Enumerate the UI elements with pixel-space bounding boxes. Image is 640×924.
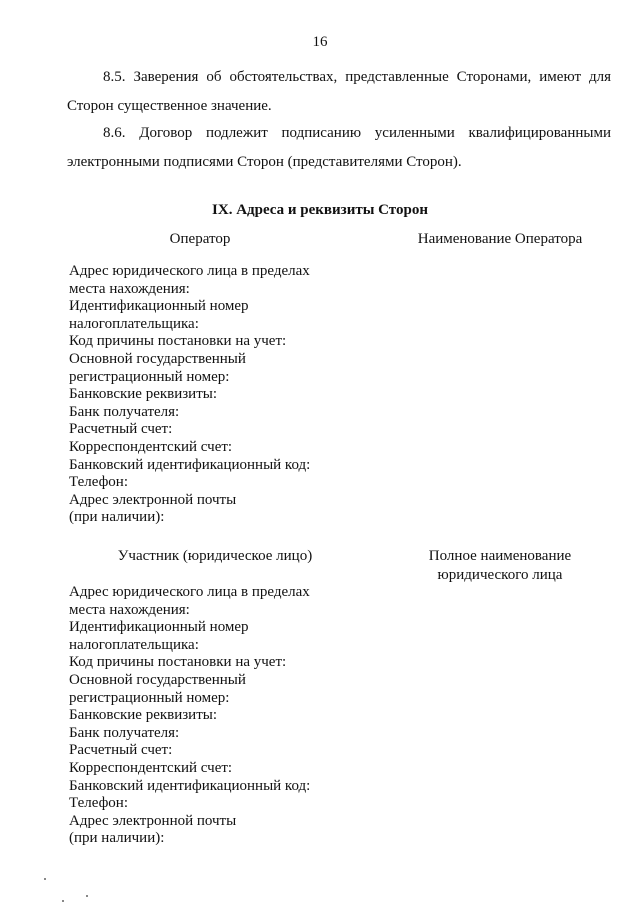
section-title: IX. Адреса и реквизиты Сторон — [212, 202, 428, 218]
requisite-line: Банк получателя: — [69, 724, 180, 741]
requisite-line: места нахождения: — [69, 601, 190, 618]
requisite-line: Адрес электронной почты — [69, 812, 237, 829]
requisite-line: Корреспондентский счет: — [69, 438, 233, 455]
requisite-line: Банковский идентификационный код: — [69, 777, 311, 794]
requisite-line: налогоплательщика: — [69, 636, 199, 653]
requisite-line: Банковский идентификационный код: — [69, 456, 311, 473]
requisite-line: Идентификационный номер — [69, 298, 249, 315]
requisite-line: регистрационный номер: — [69, 368, 230, 385]
requisite-line: Корреспондентский счет: — [69, 759, 233, 776]
requisite-line: Телефон: — [69, 795, 128, 812]
paragraph-8-6: 8.6. Договор подлежит подписанию усиленными квалифицированными электронными подписями Сторон (представителями Сторон). — [67, 125, 611, 170]
requisite-line: места нахождения: — [69, 280, 190, 297]
requisite-line: Банковские реквизиты: — [69, 707, 218, 724]
requisite-line: Банк получателя: — [69, 403, 180, 420]
participant-name-placeholder — [375, 547, 625, 585]
operator-label: Оператор — [169, 231, 231, 247]
requisite-line: Телефон: — [69, 474, 128, 491]
requisite-line: Основной государственный — [69, 671, 246, 688]
requisite-line: Код причины постановки на учет: — [69, 654, 287, 671]
requisite-line: налогоплательщика: — [69, 315, 199, 332]
operator-name-placeholder: Наименование Оператора — [417, 231, 583, 247]
requisite-line: Расчетный счет: — [69, 421, 173, 438]
requisite-line: Основной государственный — [69, 350, 246, 367]
scan-speck — [86, 895, 88, 897]
requisite-line: Расчетный счет: — [69, 742, 173, 759]
scan-speck — [44, 878, 46, 880]
requisite-line: Адрес юридического лица в пределах — [69, 263, 310, 279]
paragraph-8-5: 8.5. Заверения об обстоятельствах, представленные Сторонами, имеют для Сторон существенное значение. — [67, 69, 611, 114]
participant-requisites-list — [69, 584, 369, 848]
requisite-line: регистрационный номер: — [69, 689, 230, 706]
requisite-line: Адрес юридического лица в пределах — [69, 584, 310, 600]
requisite-line: Адрес электронной почты — [69, 491, 237, 508]
requisite-line: Код причины постановки на учет: — [69, 333, 287, 350]
requisite-line: Банковские реквизиты: — [69, 386, 218, 403]
participant-name-line: юридического лица — [437, 567, 563, 583]
participant-name-line: Полное наименование — [428, 548, 572, 564]
requisite-line: (при наличии): — [69, 509, 165, 526]
participant-label: Участник (юридическое лицо) — [117, 548, 313, 564]
operator-requisites-list — [69, 263, 369, 527]
page-number: 16 — [312, 34, 328, 50]
requisite-line: Идентификационный номер — [69, 619, 249, 636]
requisite-line: (при наличии): — [69, 830, 165, 847]
scan-speck — [62, 900, 64, 902]
